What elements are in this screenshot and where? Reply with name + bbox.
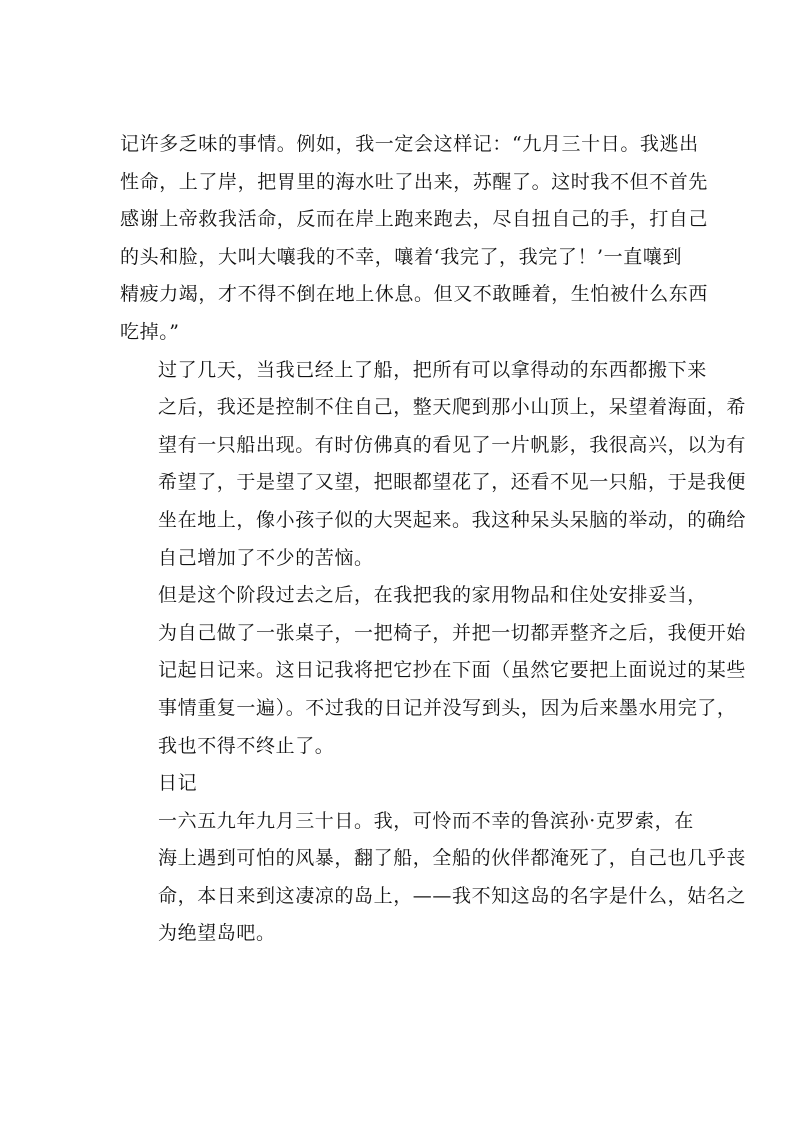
text-line: 的头和脸，大叫大嚷我的不幸，嚷着‘我完了，我完了！’一直嚷到	[120, 245, 683, 268]
text-line: 为自己做了一张桌子，一把椅子，并把一切都弄整齐之后，我便开始	[158, 621, 747, 644]
text-line: 坐在地上，像小孩子似的大哭起来。我这种呆头呆脑的举动，的确给	[158, 508, 747, 531]
text-line: 感谢上帝救我活命，反而在岸上跑来跑去，尽自扭自己的手，打自己	[120, 208, 709, 231]
text-line: 望有一只船出现。有时仿佛真的看见了一片帆影，我很高兴，以为有	[158, 433, 747, 456]
text-line: 精疲力竭，才不得不倒在地上休息。但又不敢睡着，生怕被什么东西	[120, 283, 709, 306]
text-line: 我也不得不终止了。	[158, 734, 335, 757]
text-line: 希望了，于是望了又望，把眼都望花了，还看不见一只船，于是我便	[158, 471, 747, 494]
text-line: 海上遇到可怕的风暴，翻了船，全船的伙伴都淹死了，自己也几乎丧	[158, 847, 747, 870]
paragraph-diary-entry	[120, 803, 747, 953]
paragraph-diary-preface	[120, 126, 709, 352]
document-page	[120, 126, 747, 953]
paragraph-after-few-days	[120, 352, 747, 578]
section-heading-diary	[120, 765, 678, 803]
text-line: 记许多乏味的事情。例如，我一定会这样记：“九月三十日。我逃出	[120, 133, 699, 155]
text-line: 一六五九年九月三十日。我，可怜而不幸的鲁滨孙·克罗索，在	[158, 809, 694, 832]
text-line: 但是这个阶段过去之后，在我把我的家用物品和住处安排妥当，	[158, 584, 707, 607]
text-line: 事情重复一遍）。不过我的日记并没写到头，因为后来墨水用完了，	[158, 696, 737, 719]
text-line: 之后，我还是控制不住自己，整天爬到那小山顶上，呆望着海面，希	[158, 396, 747, 419]
text-line: 命，本日来到这凄凉的岛上，——我不知这岛的名字是什么，姑名之	[158, 884, 747, 907]
text-line: 性命，上了岸，把胃里的海水吐了出来，苏醒了。这时我不但不首先	[120, 170, 709, 193]
text-line: 吃掉。”	[120, 320, 180, 343]
text-line: 自己增加了不少的苦恼。	[158, 546, 374, 569]
text-line: 过了几天，当我已经上了船，把所有可以拿得动的东西都搬下来	[158, 358, 707, 381]
text-line: 日记	[158, 772, 198, 795]
paragraph-start-diary	[120, 577, 747, 765]
text-line: 为绝望岛吧。	[158, 922, 276, 945]
text-line: 记起日记来。这日记我将把它抄在下面（虽然它要把上面说过的某些	[158, 659, 747, 682]
